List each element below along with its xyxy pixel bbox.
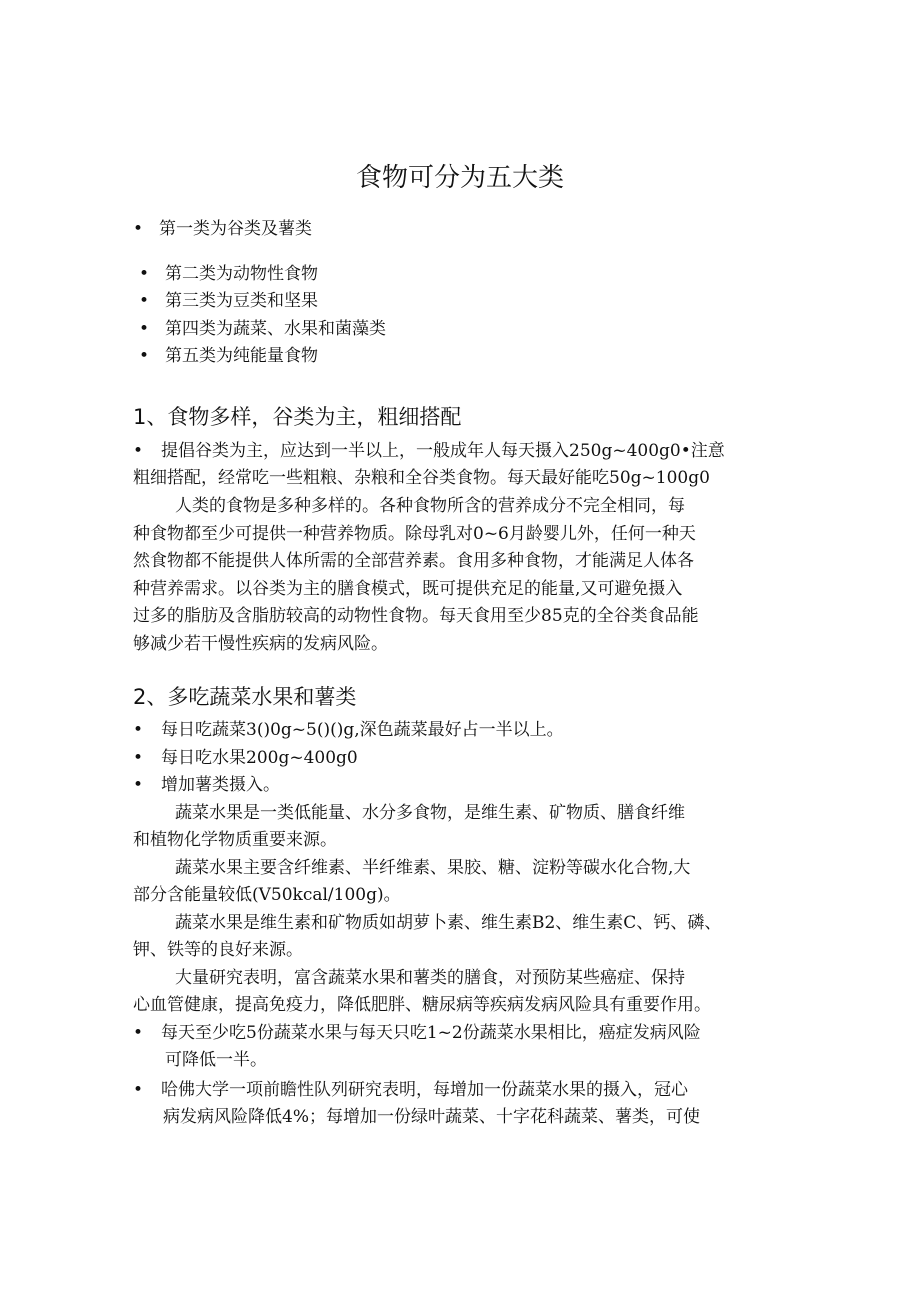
bullet-icon: • — [133, 1080, 144, 1100]
paragraph-line: 病发病风险降低4%；每增加一份绿叶蔬菜、十字花科蔬菜、薯类，可使 — [163, 1107, 700, 1127]
bullet-icon: • — [133, 775, 144, 795]
paragraph-line: 粗细搭配，经常吃一些粗粮、杂粮和全谷类食物。每天最好能吃50g~100g0 — [133, 468, 710, 488]
paragraph-line: 和植物化学物质重要来源。 — [133, 830, 337, 850]
paragraph-line: 种营养需求。以谷类为主的膳食模式，既可提供充足的能量,又可避免摄入 — [133, 579, 683, 599]
paragraph-line: 部分含能量较低(V50kcal/100g)。 — [133, 885, 401, 905]
bullet-icon: • — [133, 748, 144, 768]
paragraph-line: 心血管健康，提高免疫力，降低肥胖、糖尿病等疾病发病风险具有重要作用。 — [133, 995, 711, 1015]
paragraph-line: 可降低一半。 — [165, 1050, 267, 1070]
paragraph-line: 蔬菜水果是维生素和矿物质如胡萝卜素、维生素B2、维生素C、钙、磷、 — [175, 913, 722, 933]
bullet-icon: • — [133, 441, 144, 461]
category-item: • 第三类为豆类和坚果 — [139, 291, 318, 311]
bullet-icon: • — [139, 319, 150, 339]
bullet-icon: • — [139, 291, 150, 311]
bullet-line: • 增加薯类摄入。 — [133, 775, 280, 795]
page-title: 食物可分为五大类 — [355, 163, 564, 193]
paragraph-line: 过多的脂肪及含脂肪较高的动物性食物。每天食用至少85克的全谷类食品能 — [133, 606, 699, 626]
bullet-icon: • — [133, 1023, 144, 1043]
paragraph-line: 够减少若干慢性疾病的发病风险。 — [133, 634, 388, 654]
section-heading: 1、食物多样，谷类为主，粗细搭配 — [133, 405, 462, 429]
paragraph-line: 种食物都至少可提供一种营养物质。除母乳对0~6月龄婴儿外，任何一种天 — [133, 524, 696, 544]
category-item: • 第五类为纯能量食物 — [139, 346, 318, 366]
category-item: • 第二类为动物性食物 — [139, 264, 318, 284]
category-item: • 第一类为谷类及薯类 — [133, 219, 312, 239]
paragraph-line: 蔬菜水果是一类低能量、水分多食物，是维生素、矿物质、膳食纤维 — [175, 803, 685, 823]
bullet-line: • 哈佛大学一项前瞻性队列研究表明，每增加一份蔬菜水果的摄入，冠心 — [133, 1080, 688, 1100]
bullet-line: • 每天至少吃5份蔬菜水果与每天只吃1~2份蔬菜水果相比，癌症发病风险 — [133, 1023, 701, 1043]
bullet-icon: • — [133, 219, 144, 239]
bullet-line: • 每日吃水果200g~400g0 — [133, 748, 358, 768]
bullet-icon: • — [139, 346, 150, 366]
bullet-line: • 每日吃蔬菜3()0g~5()()g,深色蔬菜最好占一半以上。 — [133, 720, 564, 740]
section-heading: 2、多吃蔬菜水果和薯类 — [133, 685, 357, 709]
bullet-line: • 提倡谷类为主，应达到一半以上，一般成年人每天摄入250g~400g0•注意 — [133, 441, 725, 461]
paragraph-line: 蔬菜水果主要含纤维素、半纤维素、果胶、糖、淀粉等碳水化合物,大 — [175, 858, 691, 878]
paragraph-line: 大量研究表明，富含蔬菜水果和薯类的膳食，对预防某些癌症、保持 — [175, 968, 685, 988]
paragraph-line: 然食物都不能提供人体所需的全部营养素。食用多种食物，才能满足人体各 — [133, 551, 694, 571]
category-item: • 第四类为蔬菜、水果和菌藻类 — [139, 319, 386, 339]
paragraph-line: 人类的食物是多种多样的。各种食物所含的营养成分不完全相同，每 — [175, 496, 685, 516]
bullet-icon: • — [133, 720, 144, 740]
bullet-icon: • — [139, 264, 150, 284]
paragraph-line: 钾、铁等的良好来源。 — [133, 940, 303, 960]
